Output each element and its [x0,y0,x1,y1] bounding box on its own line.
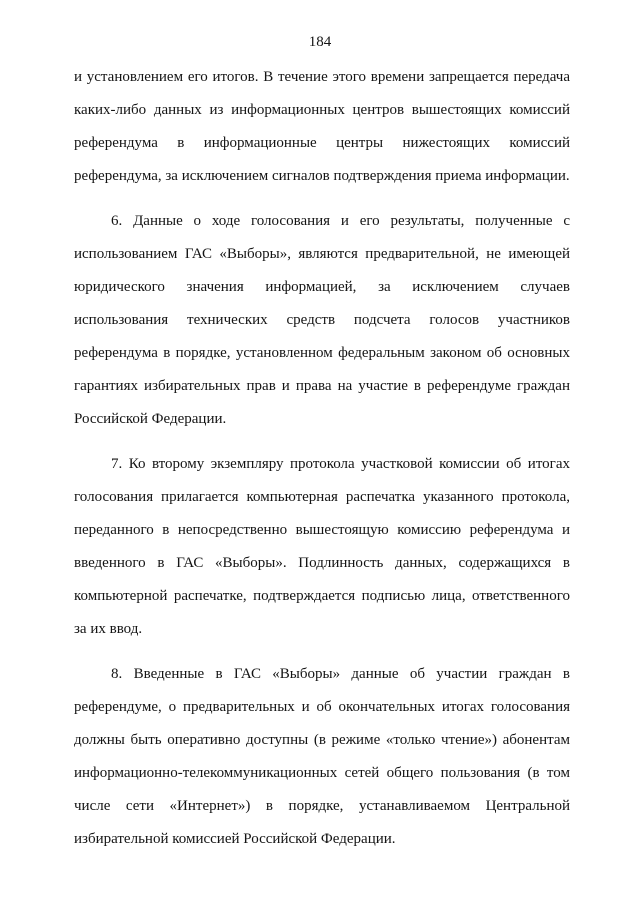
page-number: 184 [308,34,332,50]
text-line: использования технических средств подсчета голосов участников [74,312,570,328]
text-line: введенного в ГАС «Выборы». Подлинность данных, содержащихся в [74,555,570,571]
paragraph-continuation [74,61,570,193]
text-line: использованием ГАС «Выборы», являются предварительной, не имеющей [74,246,570,262]
paragraph-6 [74,205,570,436]
text-line: голосования прилагается компьютерная распечатка указанного протокола, [74,489,570,505]
text-line: избирательной комиссией Российской Федерации. [74,831,396,847]
text-line: референдума в порядке, установленном федеральным законом об основных [74,345,570,361]
text-line: должны быть оперативно доступны (в режиме «только чтение») абонентам [74,732,570,748]
paragraph-8 [74,658,570,856]
text-line: 8. Введенные в ГАС «Выборы» данные об участии граждан в [111,666,570,682]
text-line: Российской Федерации. [74,411,227,427]
text-line: референдума, за исключением сигналов подтверждения приема информации. [74,168,570,184]
text-line: каких-либо данных из информационных центров вышестоящих комиссий [74,102,570,118]
paragraph-7 [74,448,570,646]
text-line: гарантиях избирательных прав и права на участие в референдуме граждан [74,378,570,394]
text-line: юридического значения информацией, за исключением случаев [74,279,570,295]
text-line: информационно-телекоммуникационных сетей общего пользования (в том [74,765,570,781]
text-line: числе сети «Интернет») в порядке, устанавливаемом Центральной [74,798,570,814]
text-line: 6. Данные о ходе голосования и его результаты, полученные с [111,213,570,229]
body-text [74,61,570,868]
text-line: и установлением его итогов. В течение этого времени запрещается передача [74,69,570,85]
text-line: за их ввод. [74,621,143,637]
text-line: переданного в непосредственно вышестоящую комиссию референдума и [74,522,570,538]
text-line: референдума в информационные центры нижестоящих комиссий [74,135,570,151]
text-line: 7. Ко второму экземпляру протокола участковой комиссии об итогах [111,456,570,472]
text-line: референдуме, о предварительных и об окончательных итогах голосования [74,699,570,715]
text-line: компьютерной распечатке, подтверждается подписью лица, ответственного [74,588,570,604]
